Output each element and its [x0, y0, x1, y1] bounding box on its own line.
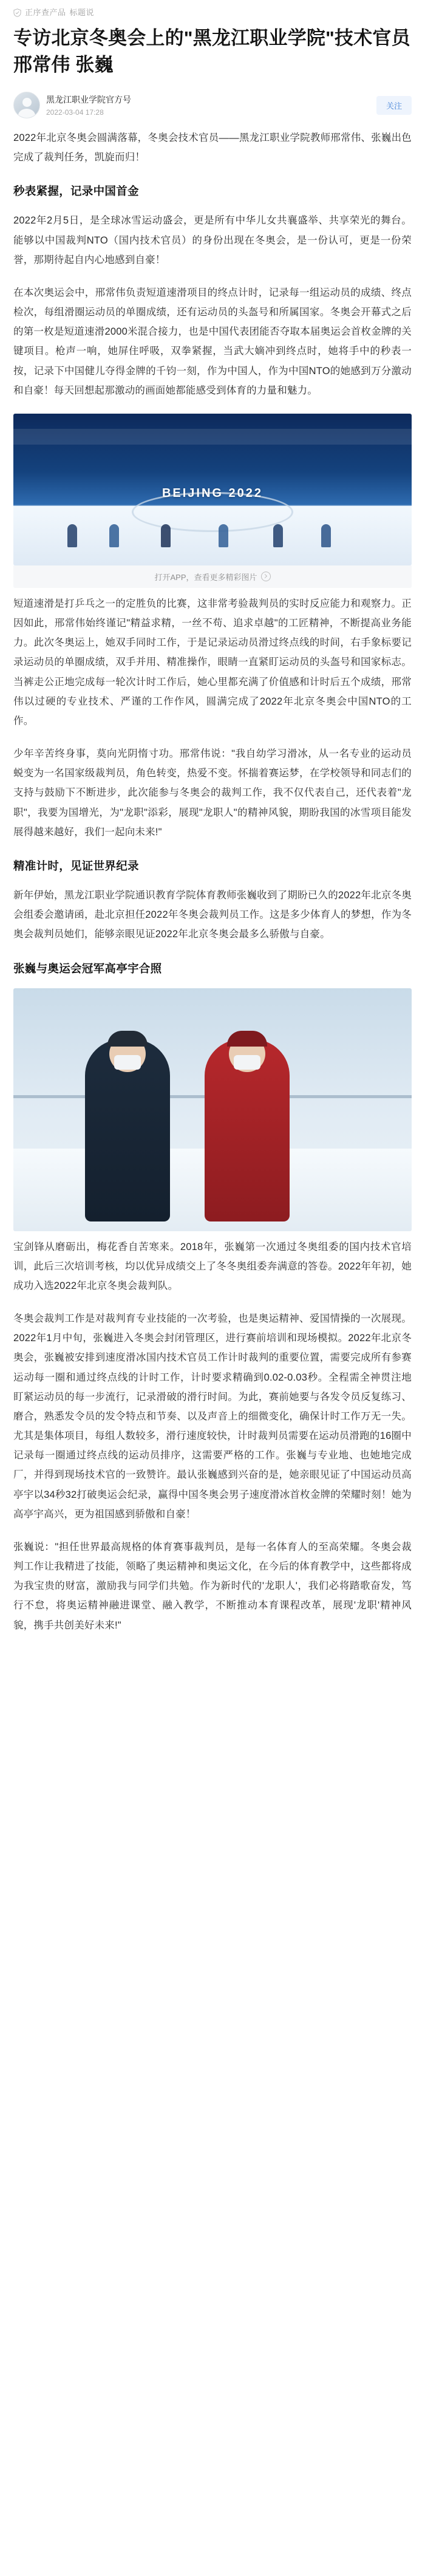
- source-badge: 标题说: [69, 8, 95, 17]
- open-app-label: 打开APP，查看更多精彩图片: [154, 572, 257, 582]
- follow-button[interactable]: 关注: [376, 96, 412, 115]
- paragraph: 冬奥会裁判工作是对裁判育专业技能的一次考验，也是奥运精神、爱国情操的一次展现。2022年1月中旬，张巍进入冬奥会封闭管理区，进行赛前培训和现场模拟。2022年北京冬奥会，张巍被安排到速度滑冰国内技术官员工作计时裁判的重要位置，需要完成所有参赛运动每一圈和通过终点线的计时工作，计时要求精确到0.02-0.03秒。全程需全神贯注地盯紧运动员的每一步流行，记录滑破的滑行时间。为此，赛前她要与各发令员反复练习、磨合，熟悉发令员的发令特点和节奏、以及声音上的细微变化，确保计时工作万无一失。尤其是集体项目，每组人数较多，滑行速度较快，计时裁判员需要在运动员滑跑的16圈中记录每一圈通过终点线的运动员排序，这需要严格的工作。张巍与专业地、也她地完成厂，并得到现场技术官的一致赞许。最认张巍感到兴奋的是，她亲眼见证了中国运动员高亭宇以34秒32打破奥运会纪录，赢得中国冬奥会男子速度滑冰首枚金牌的荣耀时刻！她为高亭宇高兴，更为祖国感到骄傲和自豪！: [13, 1313, 412, 1520]
- person-right: [205, 1039, 290, 1221]
- article-body: [0, 128, 425, 1667]
- photo-caption-heading: 张巍与奥运会冠军高亭宇合照: [13, 962, 162, 975]
- shield-icon: [13, 9, 21, 17]
- paragraph: 短道速滑是打乒乓之一的定胜负的比赛，这非常考验裁判员的实时反应能力和观察力。正因如此，邢常伟始终谨记"精益求精，一丝不苟、追求卓越"的工匠精神，不断提高业务能力。此次冬奥运上，她双手同时工作，于是记录运动员滑过终点线的时间，右手象标要记录运动员的单圈成绩，双手并用、精准操作，眼睛一直紧盯运动员的头盔号和国家标志。当裤走公正地完成每一轮次计时工作后，她心里都充满了价值感和计时后五个成绩，邢常伟以过硬的专业技术、严谨的工作作风，圆满完成了2022年北京冬奥会中国NTO的工作。: [13, 598, 412, 726]
- section-heading: 精准计时，见证世界纪录: [13, 859, 139, 872]
- paragraph: 张巍说："担任世界最高规格的体育赛事裁判员，是每一名体育人的至高荣耀。冬奥会裁判工作让我精进了技能，领略了奥运精神和奥运文化，在今后的体育教学中，这些都将成为我宝贵的财富，激励我与同学们共勉。作为新时代的'龙职人'，我们必将踏歌奋发，笃行不怠，将奥运精神融进课堂、融入教学，不断推动本育课程改革，展现'龙职'精神风貌，携手共创美好未来!": [13, 1541, 412, 1631]
- paragraph: 2022年北京冬奥会圆满落幕，冬奥会技术官员——黑龙江职业学院教师邢常伟、张巍出色完成了裁判任务，凯旋而归！: [13, 132, 412, 163]
- paragraph: 2022年2月5日，是全球冰雪运动盛会，更是所有中华儿女共襄盛举、共享荣光的舞台。能够以中国裁判NTO（国内技术官员）的身份出现在冬奥会，是一份认可，更是一份荣誉，那期待起自内心地感到自豪！: [13, 215, 412, 265]
- cap: [227, 1031, 267, 1047]
- figure-arena: [13, 414, 412, 588]
- page-title: 专访北京冬奥会上的"黑龙江职业学院"技术官员邢常伟 张巍: [13, 27, 410, 76]
- paragraph: 在本次奥运会中，邢常伟负责短道速滑项目的终点计时，记录每一组运动员的成绩、终点检次，每组滑圈运动员的单圈成绩，还有运动员的头盔号和所属国家。冬奥会开幕式之后的第一枚是短道速滑2000米混合接力，也是中国代表团能否夺取本届奥运会首枚金牌的关键项目。枪声一响，她屏住呼吸，双拳紧握，当武大嫡冲到终点时，她将手中的秒表一按，记录下中国健儿夺得金牌的千钧一刻，作为中国人，作为中国NTO的她感到万分激动和自豪！每天回想起那激动的画面她都能感受到体育的力量和魅力。: [13, 287, 412, 396]
- publish-time: 2022-03-04 17:28: [46, 108, 104, 117]
- page-footer: [0, 1667, 425, 1691]
- figure-two-persons: [13, 988, 412, 1231]
- paragraph: 宝剑锋从磨砺出，梅花香自苦寒来。2018年，张巍第一次通过冬奥组委的国内技术官培训，此后三次培训考核，均以优异成绩交上了冬冬奥组委奔满意的答卷。2022年年初，她成功入选2022年北京冬奥会裁判队。: [13, 1241, 412, 1291]
- officials-group: [61, 519, 364, 547]
- chevron-right-icon: [261, 572, 271, 581]
- source-bar: [0, 0, 425, 19]
- athletes-photo[interactable]: [13, 988, 412, 1231]
- paragraph: 新年伊始，黑龙江职业学院通识教育学院体育教师张巍收到了期盼已久的2022年北京冬奥会组委会邀请函，赴北京担任2022年冬奥会裁判员工作。这是多少体育人的梦想，作为冬奥会裁判员她们，能够亲眼见证2022年北京冬奥会最多么骄傲与自豪。: [13, 889, 412, 940]
- source-label: 正序查产品: [25, 8, 66, 17]
- person-left: [85, 1039, 170, 1221]
- beijing-2022-logo: BEIJING 2022: [162, 486, 264, 500]
- face-mask-icon: [114, 1055, 141, 1070]
- arena-photo[interactable]: [13, 414, 412, 565]
- open-app-bar[interactable]: [13, 565, 412, 588]
- author-bar: [13, 92, 412, 128]
- author-name[interactable]: 黑龙江职业学院官方号: [46, 94, 131, 104]
- face-mask-icon: [234, 1055, 260, 1070]
- section-heading: 秒表紧握，记录中国首金: [13, 185, 139, 198]
- author-info: [46, 94, 376, 117]
- cap: [107, 1031, 148, 1047]
- paragraph: 少年辛苦终身事，莫向光阴惰寸功。邢常伟说："我自幼学习滑冰，从一名专业的运动员蜕变为一名国家级裁判员，角色转变，热爱不变。怀揣着赛运梦，在学校领导和同志们的支持与鼓励下不断进步，此次能参与冬奥会的裁判工作，我不仅代表自己，还代表着"龙职"，我要为国增光，为"龙职"添彩，展现"龙职人"的精神风貌，期盼我国的冰雪项目能发展得越来越好，我们一起向未来!": [13, 748, 412, 838]
- arena-banner: [13, 429, 412, 445]
- avatar[interactable]: [13, 92, 40, 118]
